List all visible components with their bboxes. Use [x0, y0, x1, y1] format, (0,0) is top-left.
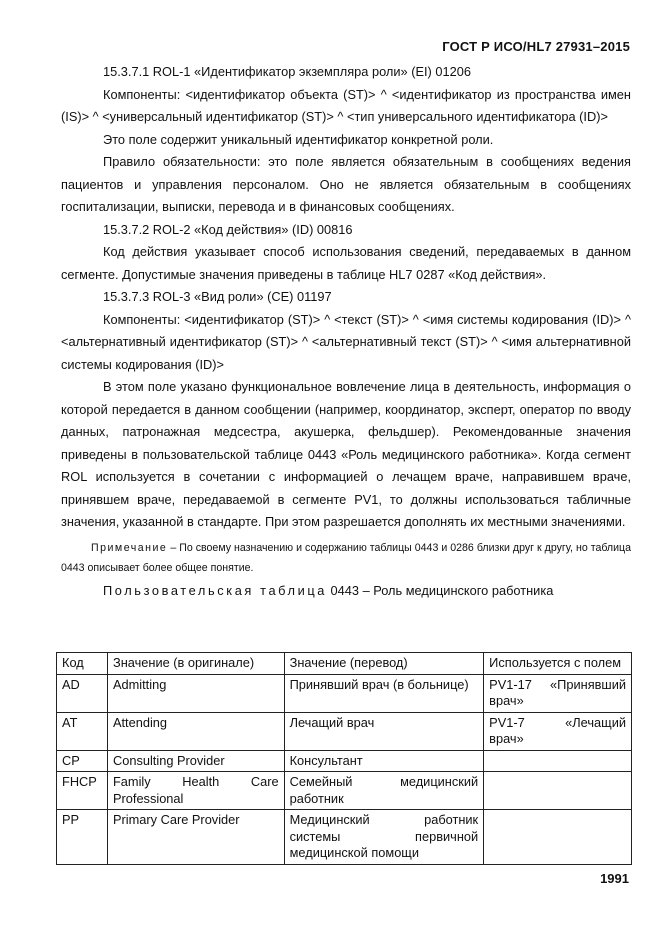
- table-caption-label: Пользовательская таблица: [103, 582, 327, 598]
- cell-code: CP: [57, 750, 108, 772]
- header-value-translation: Значение (перевод): [284, 653, 484, 675]
- table-row: [57, 712, 632, 750]
- cell-code: PP: [57, 810, 108, 865]
- document-body: [61, 61, 631, 602]
- table-caption: [61, 580, 631, 602]
- header-used-with-field: Используется с полем: [484, 653, 632, 675]
- cell-code: AD: [57, 674, 108, 712]
- table-header-row: [57, 653, 632, 675]
- table-caption-text: 0443 – Роль медицинского работника: [326, 582, 554, 598]
- table-row: [57, 750, 632, 772]
- cell-original: Attending: [107, 712, 284, 750]
- cell-field: [484, 810, 632, 865]
- cell-code: FHCP: [57, 772, 108, 810]
- rol-1-description: Это поле содержит уникальный идентификатор конкретной роли.: [103, 131, 494, 147]
- cell-code: AT: [57, 712, 108, 750]
- page-number: 1991: [600, 871, 629, 886]
- role-table-0443: [56, 652, 632, 865]
- note-text: – По своему назначению и содержанию таблицы 0443 и 0286 близки друг к другу, но таблица 0443 описывает более общее понятие.: [61, 541, 631, 574]
- header-code: Код: [57, 653, 108, 675]
- rol-3-components: Компоненты: <идентификатор (ST)> ^ <текст (ST)> ^ <имя системы кодирования (ID)> ^ <альтернативный идентификатор (ST)> ^ <альтернативный текст (ST)> ^ <имя альтернативной системы кодирования (ID)>: [61, 311, 631, 372]
- cell-original: Admitting: [107, 674, 284, 712]
- cell-translation: Принявший врач (в больнице): [284, 674, 484, 712]
- document-header: ГОСТ Р ИСО/HL7 27931–2015: [442, 39, 630, 54]
- rol-1-components: Компоненты: <идентификатор объекта (ST)> ^ <идентификатор из пространства имен (IS)> ^ <универсальный идентификатор (ST)> ^ <тип универсального идентификатора (ID)>: [61, 86, 631, 124]
- section-heading-rol-1: 15.3.7.1 ROL-1 «Идентификатор экземпляра роли» (EI) 01206: [103, 64, 471, 79]
- cell-field: [484, 772, 632, 810]
- table-row: [57, 772, 632, 810]
- cell-original: Family Health Care Professional: [107, 772, 284, 810]
- cell-translation: Медицинский работник системы первичной медицинской помощи: [284, 810, 484, 865]
- rol-3-description: В этом поле указано функциональное вовлечение лица в деятельность, информация о которой передается в данном сообщении (например, координатор, эксперт, оператор по вводу данных, патронажная медсестра, акушерка, фельдшер). Рекомендованные значения приведены в пользовательской таблице 0443 «Роль медицинского работника». Когда сегмент ROL используется в сочетании с информацией о лечащем враче, направившем враче, принявшем враче, передаваемой в сегменте PV1, то должны использоваться табличные значения, указанной в стандарте. При этом разрешается дополнять их местными значениями.: [61, 379, 631, 529]
- section-heading-rol-2: 15.3.7.2 ROL-2 «Код действия» (ID) 00816: [103, 221, 353, 237]
- note: [61, 538, 631, 578]
- cell-field: [484, 750, 632, 772]
- section-heading-rol-3: 15.3.7.3 ROL-3 «Вид роли» (CE) 01197: [103, 289, 332, 304]
- cell-translation: Консультант: [284, 750, 484, 772]
- cell-field: PV1-7 «Лечащий врач»: [484, 712, 632, 750]
- header-value-original: Значение (в оригинале): [107, 653, 284, 675]
- rol-2-description: Код действия указывает способ использования сведений, передаваемых в данном сегменте. Допустимые значения приведены в таблице HL7 0287 «Код действия».: [61, 244, 631, 282]
- cell-translation: Семейный медицинский работник: [284, 772, 484, 810]
- cell-translation: Лечащий врач: [284, 712, 484, 750]
- cell-original: Consulting Provider: [107, 750, 284, 772]
- note-label: Примечание: [91, 541, 168, 554]
- rol-1-obligation-rule: Правило обязательности: это поле является обязательным в сообщениях ведения пациентов и управления персоналом. Оно не является обязательным в сообщениях госпитализации, выписки, перевода и в финансовых сообщениях.: [61, 154, 631, 214]
- table-row: [57, 810, 632, 865]
- cell-original: Primary Care Provider: [107, 810, 284, 865]
- table-row: [57, 674, 632, 712]
- cell-field: PV1-17 «Принявший врач»: [484, 674, 632, 712]
